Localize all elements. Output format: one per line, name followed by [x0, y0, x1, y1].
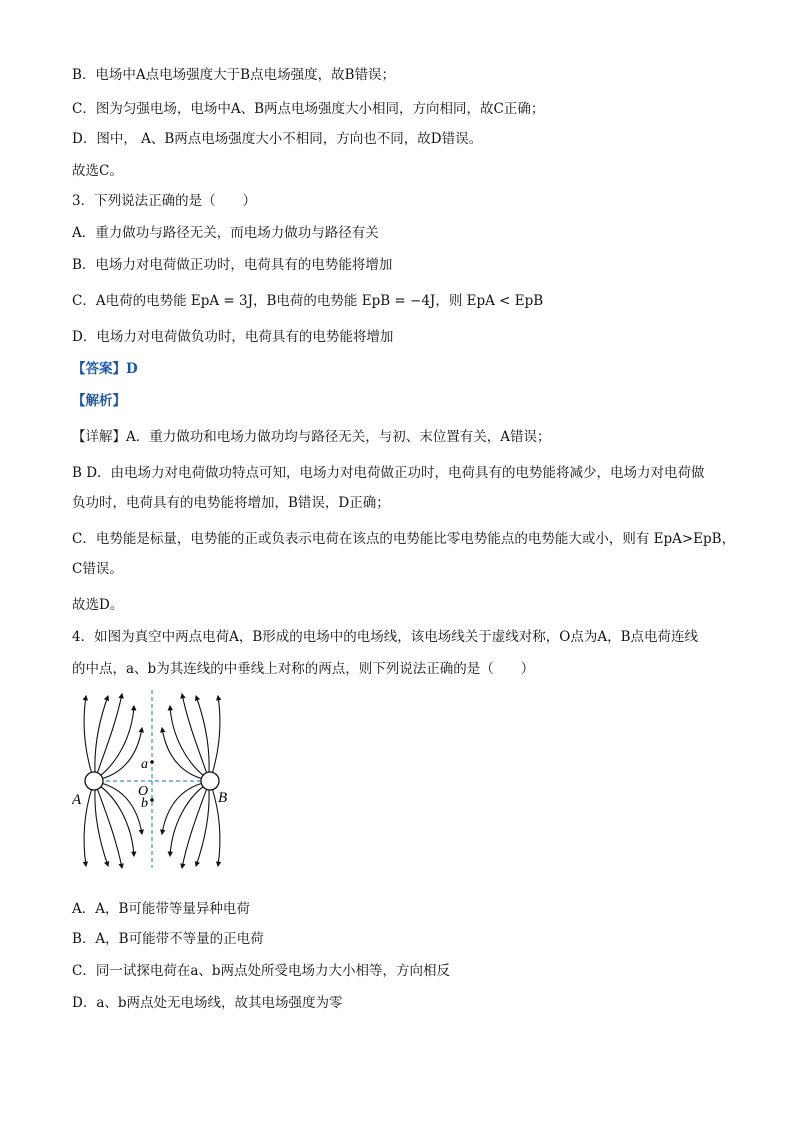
text-line-2: C．图为匀强电场，电场中A、B两点电场强度大小相同，方向相同，故C正确； — [72, 101, 545, 117]
question-3-option-b: B．电场力对电荷做正功时，电荷具有的电势能将增加 — [72, 257, 393, 273]
question-4-option-b: B．A，B可能带不等量的正电荷 — [72, 931, 264, 947]
question-4-option-a: A．A，B可能带等量异种电荷 — [72, 901, 250, 917]
detail-line-4: C．电势能是标量，电势能的正或负表示电荷在该点的电势能比零电势能点的电势能大或小，则有 EpA>EpB， — [72, 531, 736, 547]
detail-line-1: 【详解】A．重力做功和电场力做功均与路径无关，与初、末位置有关，A错误； — [72, 429, 551, 445]
question-4-option-d: D．a、b两点处无电场线，故其电场强度为零 — [72, 995, 343, 1011]
question-4-stem-2: 的中点，a、b为其连线的中垂线上对称的两点，则下列说法正确的是（ ） — [72, 661, 535, 677]
label-point-a: a — [141, 757, 148, 772]
electric-field-lines-figure — [72, 688, 242, 870]
point-b-dot — [150, 798, 154, 802]
label-charge-a: A — [72, 792, 82, 808]
question-3-stem: 3．下列说法正确的是（ ） — [72, 193, 257, 209]
detail-line-3: 负功时，电荷具有的电势能将增加，B错误，D正确； — [72, 495, 390, 511]
text-line-3: D．图中， A、B两点电场强度大小不相同，方向也不同，故D错误。 — [72, 131, 483, 147]
label-point-b: b — [141, 796, 148, 811]
question-4-stem-1: 4．如图为真空中两点电荷A，B形成的电场中的电场线，该电场线关于虚线对称，O点为A，B点电荷连线 — [72, 629, 698, 645]
charge-a-circle — [85, 772, 103, 790]
label-point-o: O — [138, 784, 149, 799]
question-3-option-a: A．重力做功与路径无关，而电场力做功与路径有关 — [72, 225, 379, 241]
text-line-4: 故选C。 — [72, 163, 123, 179]
point-a-dot — [150, 760, 154, 764]
label-charge-b: B — [218, 790, 228, 806]
text-line-1: B．电场中A点电场强度大于B点电场强度，故B错误； — [72, 67, 396, 83]
detail-conclusion: 故选D。 — [72, 597, 124, 613]
question-4-option-c: C．同一试探电荷在a、b两点处所受电场力大小相等，方向相反 — [72, 963, 451, 979]
detail-line-5: C错误。 — [72, 561, 123, 577]
analysis-heading: 【解析】 — [72, 393, 126, 409]
question-3-option-c: C．A电荷的电势能 EpA = 3J，B电荷的电势能 EpB = −4J，则 EpA < EpB — [72, 293, 544, 309]
detail-line-2: B D．由电场力对电荷做功特点可知，电场力对电荷做正功时，电荷具有的电势能将减少，电场力对电荷做 — [72, 465, 705, 481]
answer-heading: 【答案】D — [72, 361, 138, 377]
charge-b-circle — [201, 772, 219, 790]
question-3-option-d: D．电场力对电荷做负功时，电荷具有的电势能将增加 — [72, 329, 394, 345]
